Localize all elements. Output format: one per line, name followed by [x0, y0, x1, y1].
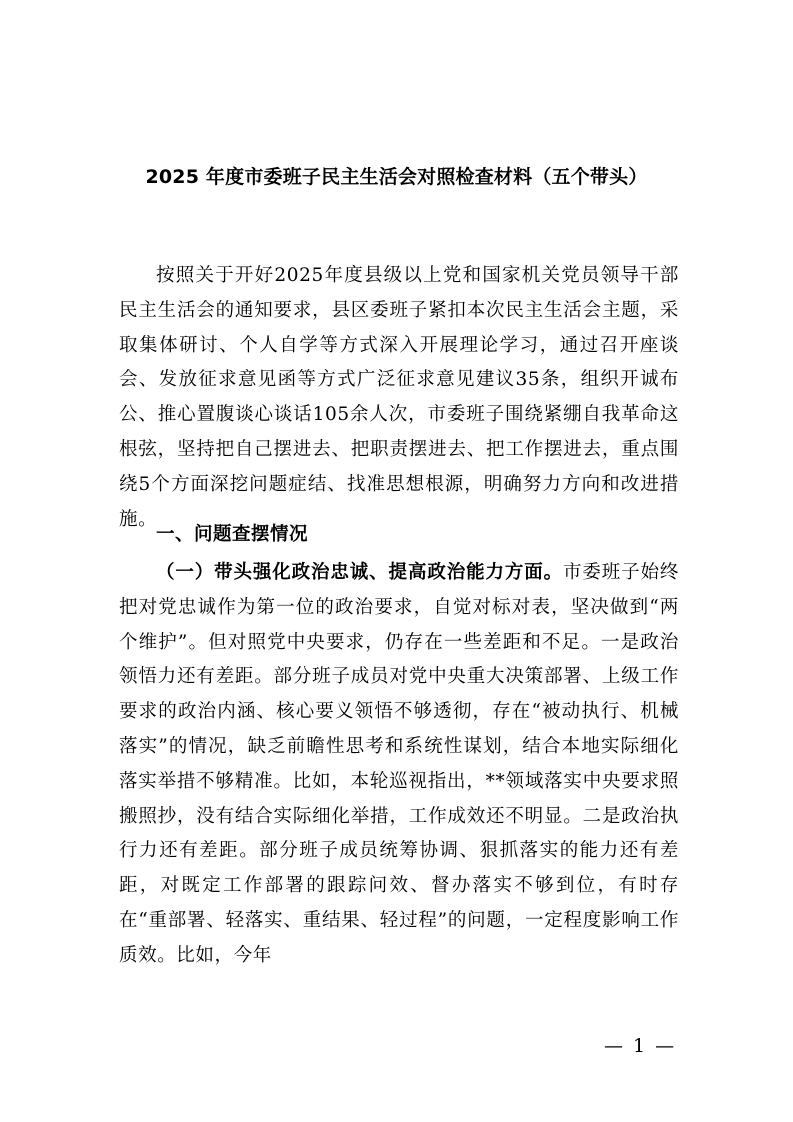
intro-paragraph: 按照关于开好2025年度县级以上党和国家机关党员领导干部民主生活会的通知要求，县区委班子紧扣本次民主生活会主题，采取集体研讨、个人自学等方式深入开展理论学习，通过召开座谈会、发放征求意见函等方式广泛征求意见建议35条，组织开诚布公、推心置腹谈心谈话105余人次，市委班子围绕紧绷自我革命这根弦，坚持把自己摆进去、把职责摆进去、把工作摆进去，重点围绕5个方面深挖问题症结、找准思想根源，明确努力方向和改进措施。 — [119, 265, 679, 530]
subsection-lead: （一）带头强化政治忠诚、提高政治能力方面。 — [156, 562, 563, 583]
subsection-paragraph — [119, 556, 679, 974]
section-heading: 一、问题查摆情况 — [156, 524, 309, 545]
subsection-body: 市委班子始终把对党忠诚作为第一位的政治要求，自觉对标对表，坚决做到“两个维护”。但对照党中央要求，仍存在一些差距和不足。一是政治领悟力还有差距。部分班子成员对党中央重大决策部署、上级工作要求的政治内涵、核心要义领悟不够透彻，存在“被动执行、机械落实”的情况，缺乏前瞻性思考和系统性谋划，结合本地实际细化落实举措不够精准。比如，本轮巡视指出，**领域落实中央要求照搬照抄，没有结合实际细化举措，工作成效还不明显。二是政治执行力还有差距。部分班子成员统筹协调、狠抓落实的能力还有差距，对既定工作部署的跟踪问效、督办落实不够到位，有时存在“重部署、轻落实、重结果、轻过程”的问题，一定程度影响工作质效。比如，今年 — [119, 562, 679, 966]
page-number: — 1 — — [604, 1035, 677, 1057]
document-title: 2025 年度市委班子民主生活会对照检查材料（五个带头） — [145, 166, 648, 188]
